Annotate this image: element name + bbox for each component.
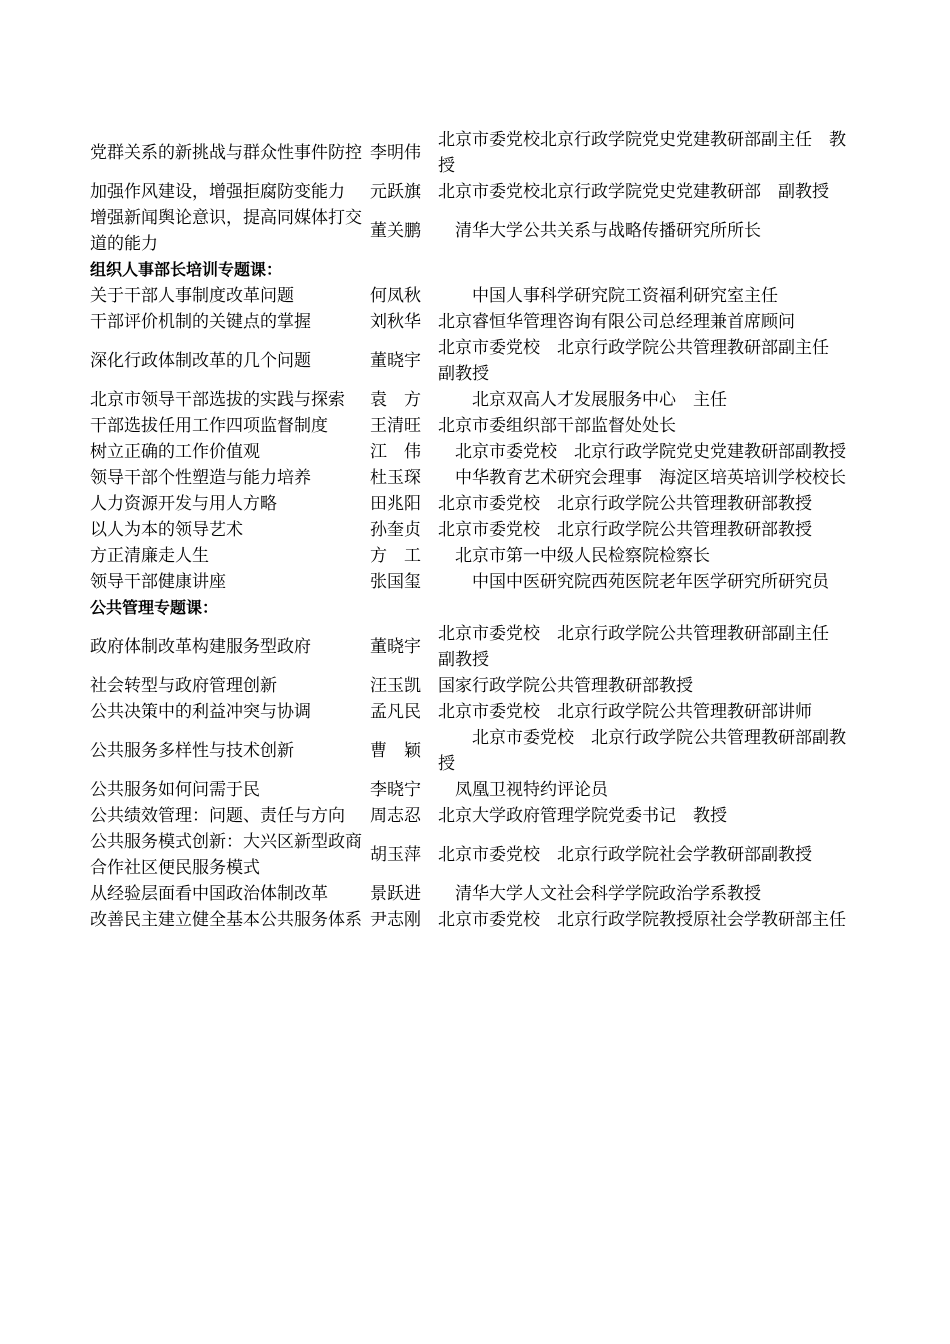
- spacer: [421, 738, 438, 764]
- spacer: [421, 881, 438, 907]
- lecturer-info: [370, 842, 855, 868]
- lecturer-name: 曹 颖: [370, 741, 421, 761]
- course-title: 公共绩效管理：问题、责任与方向: [90, 806, 345, 826]
- lecturer-info: [370, 283, 855, 309]
- course-row: [90, 621, 855, 673]
- lecturer-info: [370, 777, 855, 803]
- spacer: [421, 907, 438, 933]
- spacer: [421, 777, 438, 803]
- spacer: [421, 699, 438, 725]
- course-title: 北京市领导干部选拔的实践与探索: [90, 390, 345, 410]
- lecturer-info: [370, 218, 855, 244]
- spacer: [421, 413, 438, 439]
- lecturer-title: 北京市委党校 北京行政学院教授原社会学教研部主任: [438, 910, 846, 930]
- course-row: [90, 179, 855, 205]
- lecturer-name: 胡玉萍: [370, 845, 421, 865]
- lecturer-name: 张国玺: [370, 572, 421, 592]
- lecturer-info: [370, 881, 855, 907]
- lecturer-info: [370, 127, 855, 179]
- lecturer-info: [370, 413, 855, 439]
- course-row: [90, 699, 855, 725]
- course-title: 社会转型与政府管理创新: [90, 676, 277, 696]
- spacer: [421, 439, 438, 465]
- lecturer-title: 北京市委党校 北京行政学院公共管理教研部副教授: [438, 728, 846, 774]
- lecturer-name: 董晓宇: [370, 637, 421, 657]
- spacer: [421, 517, 438, 543]
- spacer: [421, 309, 438, 335]
- course-row: [90, 829, 855, 881]
- course-row: [90, 127, 855, 179]
- course-row: [90, 491, 855, 517]
- lecturer-name: 元跃旗: [370, 182, 421, 202]
- lecturer-name: 何凤秋: [370, 286, 421, 306]
- course-title: 公共服务模式创新：大兴区新型政商合作社区便民服务模式: [90, 832, 362, 878]
- spacer: [421, 842, 438, 868]
- course-title: 增强新闻舆论意识，提高同媒体打交道的能力: [90, 208, 362, 254]
- section-heading: 公共管理专题课：: [90, 598, 219, 617]
- spacer: [421, 803, 438, 829]
- course-title: 以人为本的领导艺术: [90, 520, 243, 540]
- course-row: [90, 413, 855, 439]
- lecturer-title: 北京市第一中级人民检察院检察长: [438, 546, 710, 566]
- course-title: 领导干部健康讲座: [90, 572, 226, 592]
- course-list: [90, 127, 855, 933]
- lecturer-title: 清华大学人文社会科学学院政治学系教授: [438, 884, 761, 904]
- lecturer-name: 李晓宁: [370, 780, 421, 800]
- lecturer-title: 凤凰卫视特约评论员: [438, 780, 608, 800]
- lecturer-info: [370, 543, 855, 569]
- course-title: 领导干部个性塑造与能力培养: [90, 468, 311, 488]
- course-title: 公共服务如何问需于民: [90, 780, 260, 800]
- lecturer-title: 北京市委党校北京行政学院党史党建教研部 副教授: [438, 182, 829, 202]
- course-row: [90, 543, 855, 569]
- spacer: [421, 543, 438, 569]
- spacer: [421, 465, 438, 491]
- lecturer-name: 方 工: [370, 546, 421, 566]
- lecturer-name: 刘秋华: [370, 312, 421, 332]
- lecturer-name: 周志忍: [370, 806, 421, 826]
- lecturer-title: 北京双高人才发展服务中心 主任: [438, 390, 727, 410]
- course-row: [90, 777, 855, 803]
- lecturer-name: 孙奎贞: [370, 520, 421, 540]
- lecturer-name: 汪玉凯: [370, 676, 421, 696]
- course-title: 加强作风建设，增强拒腐防变能力: [90, 182, 345, 202]
- spacer: [421, 673, 438, 699]
- spacer: [421, 218, 438, 244]
- lecturer-info: [370, 491, 855, 517]
- lecturer-title: 北京市委党校北京行政学院党史党建教研部副主任 教授: [438, 130, 846, 176]
- course-row: [90, 803, 855, 829]
- lecturer-name: 景跃进: [370, 884, 421, 904]
- lecturer-info: [370, 179, 855, 205]
- spacer: [421, 491, 438, 517]
- lecturer-name: 江 伟: [370, 442, 421, 462]
- lecturer-info: [370, 569, 855, 595]
- spacer: [421, 283, 438, 309]
- course-row: [90, 569, 855, 595]
- course-row: [90, 335, 855, 387]
- course-row: [90, 205, 855, 257]
- lecturer-info: [370, 387, 855, 413]
- lecturer-info: [370, 907, 855, 933]
- lecturer-title: 北京市委党校 北京行政学院公共管理教研部教授: [438, 520, 812, 540]
- course-title: 深化行政体制改革的几个问题: [90, 351, 311, 371]
- course-row: [90, 673, 855, 699]
- course-title: 方正清廉走人生: [90, 546, 209, 566]
- course-row: [90, 725, 855, 777]
- lecturer-info: [370, 439, 855, 465]
- lecturer-info: [370, 335, 855, 387]
- course-title: 党群关系的新挑战与群众性事件防控: [90, 143, 362, 163]
- course-title: 干部选拔任用工作四项监督制度: [90, 416, 328, 436]
- lecturer-name: 杜玉琛: [370, 468, 421, 488]
- course-title: 改善民主建立健全基本公共服务体系: [90, 910, 362, 930]
- lecturer-name: 董关鹏: [370, 221, 421, 241]
- course-title: 人力资源开发与用人方略: [90, 494, 277, 514]
- course-row: [90, 439, 855, 465]
- course-title: 干部评价机制的关键点的掌握: [90, 312, 311, 332]
- spacer: [421, 179, 438, 205]
- spacer: [421, 634, 438, 660]
- lecturer-title: 北京市委党校 北京行政学院公共管理教研部讲师: [438, 702, 812, 722]
- lecturer-name: 董晓宇: [370, 351, 421, 371]
- lecturer-title: 国家行政学院公共管理教研部教授: [438, 676, 693, 696]
- course-row: [90, 283, 855, 309]
- lecturer-info: [370, 309, 855, 335]
- course-row: [90, 881, 855, 907]
- lecturer-title: 北京市委党校 北京行政学院公共管理教研部副主任 副教授: [438, 338, 846, 384]
- lecturer-title: 北京市委党校 北京行政学院社会学教研部副教授: [438, 845, 812, 865]
- lecturer-info: [370, 803, 855, 829]
- lecturer-title: 北京市委党校 北京行政学院党史党建教研部副教授: [438, 442, 846, 462]
- lecturer-name: 尹志刚: [370, 910, 421, 930]
- course-title: 树立正确的工作价值观: [90, 442, 260, 462]
- lecturer-info: [370, 517, 855, 543]
- lecturer-info: [370, 725, 855, 777]
- lecturer-title: 北京市委组织部干部监督处处长: [438, 416, 676, 436]
- course-title: 公共服务多样性与技术创新: [90, 741, 294, 761]
- course-title: 关于干部人事制度改革问题: [90, 286, 294, 306]
- lecturer-name: 田兆阳: [370, 494, 421, 514]
- course-row: [90, 465, 855, 491]
- lecturer-name: 袁 方: [370, 390, 421, 410]
- course-title: 政府体制改革构建服务型政府: [90, 637, 311, 657]
- lecturer-info: [370, 465, 855, 491]
- section-heading: 组织人事部长培训专题课：: [90, 260, 283, 279]
- spacer: [421, 569, 438, 595]
- lecturer-info: [370, 621, 855, 673]
- course-row: [90, 387, 855, 413]
- lecturer-name: 孟凡民: [370, 702, 421, 722]
- lecturer-info: [370, 699, 855, 725]
- course-row: [90, 907, 855, 933]
- lecturer-title: 中华教育艺术研究会理事 海淀区培英培训学校校长: [438, 468, 846, 488]
- lecturer-title: 北京市委党校 北京行政学院公共管理教研部教授: [438, 494, 812, 514]
- lecturer-title: 北京大学政府管理学院党委书记 教授: [438, 806, 727, 826]
- lecturer-title: 中国人事科学研究院工资福利研究室主任: [438, 286, 778, 306]
- course-row: [90, 517, 855, 543]
- course-title: 从经验层面看中国政治体制改革: [90, 884, 328, 904]
- lecturer-name: 李明伟: [370, 143, 421, 163]
- lecturer-info: [370, 673, 855, 699]
- course-title: 公共决策中的利益冲突与协调: [90, 702, 311, 722]
- lecturer-name: 王清旺: [370, 416, 421, 436]
- lecturer-title: 北京市委党校 北京行政学院公共管理教研部副主任 副教授: [438, 624, 846, 670]
- lecturer-title: 中国中医研究院西苑医院老年医学研究所研究员: [438, 572, 829, 592]
- lecturer-title: 北京睿恒华管理咨询有限公司总经理兼首席顾问: [438, 312, 795, 332]
- lecturer-title: 清华大学公共关系与战略传播研究所所长: [438, 221, 761, 241]
- spacer: [421, 387, 438, 413]
- course-row: [90, 309, 855, 335]
- spacer: [421, 348, 438, 374]
- spacer: [421, 140, 438, 166]
